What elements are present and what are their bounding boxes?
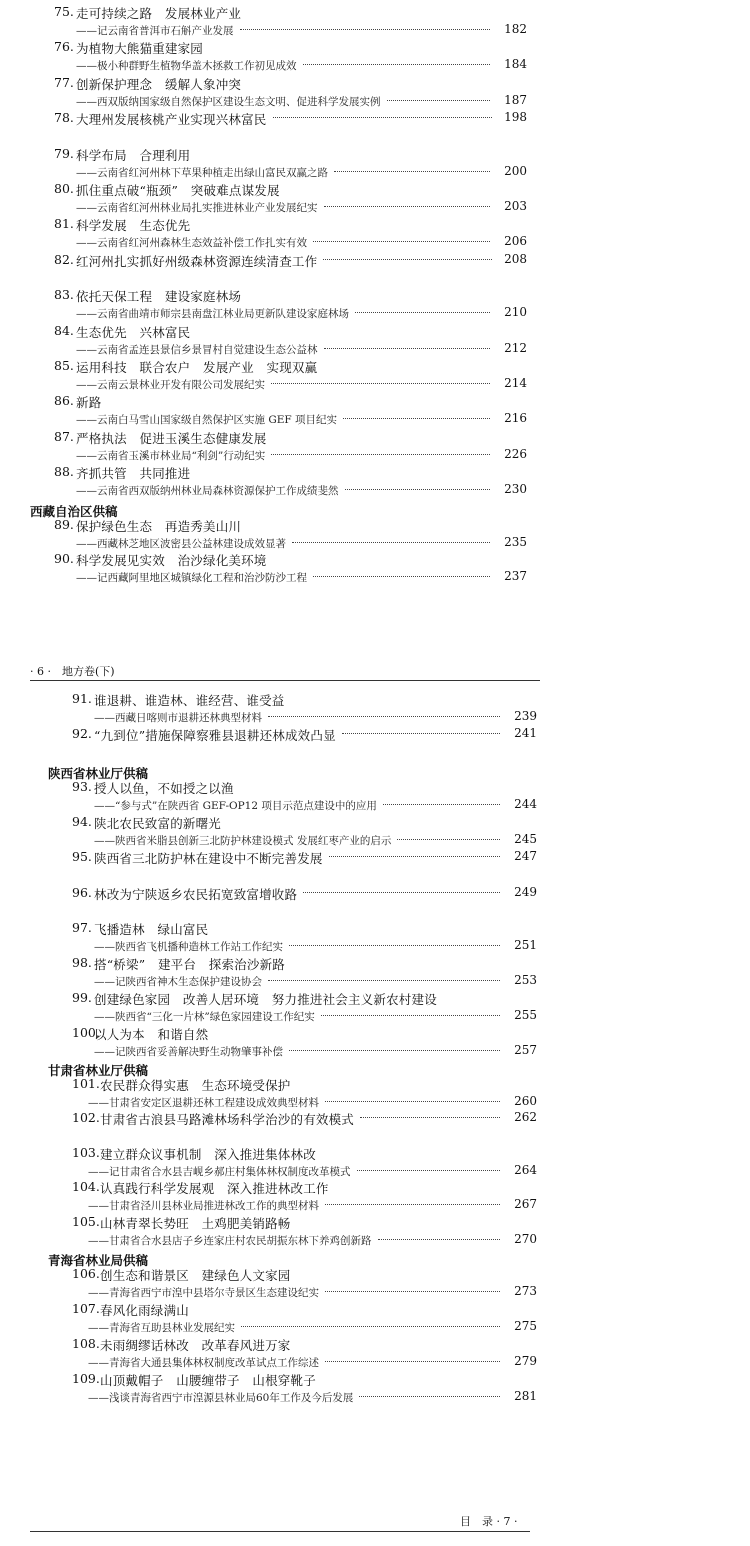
entry-page-number: 203 xyxy=(504,199,527,213)
entry-title: 山林青翠长势旺 土鸡肥美销路畅 xyxy=(100,1215,291,1231)
toc-entry-line xyxy=(0,358,750,375)
toc-entry[interactable] xyxy=(0,990,750,1026)
toc-entry[interactable] xyxy=(0,920,750,956)
entry-title: 生态优先 兴林富民 xyxy=(76,324,191,340)
toc-entry[interactable] xyxy=(0,1336,750,1372)
dot-leader xyxy=(329,856,500,857)
entry-number: 97. xyxy=(72,919,92,935)
entry-number: 80. xyxy=(54,181,74,196)
toc-entry[interactable] xyxy=(0,146,750,182)
toc-entry[interactable] xyxy=(0,1266,750,1302)
entry-number: 76. xyxy=(54,39,74,55)
toc-entry-line xyxy=(0,849,750,866)
dot-leader xyxy=(325,1204,500,1205)
entry-number: 102. xyxy=(72,1110,100,1126)
entry-number: 77. xyxy=(54,74,74,90)
entry-subtitle: ——云南云景林业开发有限公司发展纪实 xyxy=(76,379,265,391)
toc-entry-line xyxy=(0,551,750,568)
toc-entry[interactable] xyxy=(0,849,750,885)
dot-leader xyxy=(313,576,490,577)
section-heading-shaanxi: 陕西省林业厅供稿 xyxy=(48,766,149,781)
dot-leader xyxy=(268,980,500,981)
entry-subtitle: ——云南白马雪山国家级自然保护区实施 GEF 项目纪实 xyxy=(76,414,338,427)
toc-entry[interactable] xyxy=(0,885,750,921)
dot-leader xyxy=(321,1015,500,1016)
toc-entry-line xyxy=(0,1301,750,1318)
entry-title: 创新保护理念 缓解人象冲突 xyxy=(76,76,242,92)
toc-entry-line xyxy=(0,1145,750,1162)
toc-entry-line xyxy=(0,691,750,708)
entry-number: 93. xyxy=(72,779,92,794)
dot-leader xyxy=(387,100,491,101)
toc-entry-subline xyxy=(0,482,750,499)
toc-entry[interactable] xyxy=(0,1076,750,1112)
toc-entry-line xyxy=(0,4,750,21)
toc-entry[interactable] xyxy=(0,1371,750,1407)
toc-entry-line xyxy=(0,39,750,56)
toc-entry-line xyxy=(0,323,750,340)
entry-number: 81. xyxy=(54,216,74,232)
entry-page-number: 239 xyxy=(514,709,537,723)
toc-entry-subline xyxy=(0,22,750,39)
toc-page-upper xyxy=(0,0,750,610)
toc-entry-line xyxy=(0,1110,750,1127)
entry-title: 以人为本 和谐自然 xyxy=(94,1027,209,1043)
toc-entry[interactable] xyxy=(0,464,750,500)
entry-page-number: 212 xyxy=(504,340,527,355)
entry-number: 82. xyxy=(54,251,74,267)
toc-entry[interactable] xyxy=(0,39,750,75)
entry-number: 99. xyxy=(72,990,92,1006)
entry-title: 走可持续之路 发展林业产业 xyxy=(76,6,242,21)
entry-page-number: 184 xyxy=(504,57,527,72)
entry-page-number: 210 xyxy=(504,305,527,320)
entry-number: 103. xyxy=(72,1144,100,1160)
toc-entry[interactable] xyxy=(0,1145,750,1181)
entry-subtitle: ——极小种群野生植物华盖木拯救工作初见成效 xyxy=(76,60,297,73)
entry-subtitle: ——云南省西双版纳州林业局森林资源保护工作成绩斐然 xyxy=(76,485,339,498)
toc-entry-line xyxy=(0,1266,750,1283)
section-heading-qinghai: 青海省林业局供稿 xyxy=(48,1253,149,1268)
entry-number: 94. xyxy=(72,814,92,830)
entry-subtitle: ——青海省西宁市湟中县塔尔寺景区生态建设纪实 xyxy=(88,1287,319,1299)
entry-page-number: 262 xyxy=(514,1110,537,1125)
entry-page-number: 244 xyxy=(514,797,537,811)
entry-page-number: 230 xyxy=(504,482,527,497)
entry-title: 授人以鱼，不如授之以渔 xyxy=(94,781,234,796)
entry-title: 飞播造林 绿山富民 xyxy=(94,921,209,937)
entry-number: 98. xyxy=(72,955,92,970)
entry-subtitle: ——陕西省飞机播种造林工作站工作纪实 xyxy=(94,940,283,953)
dot-leader xyxy=(325,1291,500,1292)
dot-leader xyxy=(289,945,500,946)
entry-subtitle: ——云南省红河州森林生态效益补偿工作扎实有效 xyxy=(76,237,307,250)
toc-entry-line xyxy=(0,1025,750,1042)
entry-number: 106. xyxy=(72,1266,100,1281)
entry-number: 100. xyxy=(72,1025,100,1041)
toc-entry[interactable] xyxy=(0,287,750,323)
entry-title: 科学发展 生态优先 xyxy=(76,218,191,234)
toc-entry-line xyxy=(0,726,750,743)
toc-entry[interactable] xyxy=(0,110,750,146)
toc-entry-subline xyxy=(0,164,750,181)
toc-entry-subline xyxy=(0,57,750,74)
section-heading-tibet: 西藏自治区供稿 xyxy=(30,504,118,519)
entry-page-number: 279 xyxy=(514,1354,537,1368)
entry-page-number: 216 xyxy=(504,411,527,426)
dot-leader xyxy=(273,117,492,118)
toc-entry-subline xyxy=(0,234,750,251)
entry-title: 大理州发展核桃产业实现兴林富民 xyxy=(76,112,267,128)
entry-page-number: 257 xyxy=(514,1043,537,1058)
dot-leader xyxy=(240,29,491,30)
toc-entry[interactable] xyxy=(0,955,750,991)
dot-leader xyxy=(271,383,490,384)
toc-entry[interactable] xyxy=(0,691,750,727)
entry-subtitle: ——记陕西省神木生态保护建设协会 xyxy=(94,976,262,988)
toc-entry-line xyxy=(0,1214,750,1231)
toc-entry[interactable] xyxy=(0,252,750,288)
entry-number: 83. xyxy=(54,287,74,303)
entry-page-number: 200 xyxy=(504,163,527,178)
entry-page-number: 241 xyxy=(514,726,537,740)
entry-subtitle: ——西双版纳国家级自然保护区建设生态文明、促进科学发展实例 xyxy=(76,95,381,108)
entry-title: 科学布局 合理利用 xyxy=(76,147,191,163)
entry-subtitle: ——云南省玉溪市林业局“利剑”行动纪实 xyxy=(76,449,266,462)
entry-subtitle: ——云南省曲靖市师宗县南盘江林业局更新队建设家庭林场 xyxy=(76,308,349,321)
entry-title: 山顶戴帽子 山腰缠带子 山根穿靴子 xyxy=(100,1373,316,1388)
entry-number: 87. xyxy=(54,428,74,444)
entry-subtitle: ——记云南省普洱市石斛产业发展 xyxy=(76,25,234,37)
entry-subtitle: ——陕西省“三化一片林”绿色家园建设工作纪实 xyxy=(94,1011,315,1024)
entry-title: 陕西省三北防护林在建设中不断完善发展 xyxy=(94,851,323,867)
toc-entry[interactable] xyxy=(0,1301,750,1337)
entry-title: 陕北农民致富的新曙光 xyxy=(94,816,222,832)
toc-entry-subline xyxy=(0,1232,750,1249)
entry-page-number: 275 xyxy=(514,1319,537,1333)
entry-page-number: 267 xyxy=(514,1197,537,1212)
toc-entry-line xyxy=(0,287,750,304)
entry-number: 109. xyxy=(72,1371,100,1386)
toc-entry-subline xyxy=(0,1197,750,1214)
dot-leader xyxy=(360,1117,500,1118)
toc-entry-subline xyxy=(0,973,750,990)
toc-entry-subline xyxy=(0,569,750,586)
entry-subtitle: ——记陕西省妥善解决野生动物肇事补偿 xyxy=(94,1046,283,1059)
toc-entry-subline xyxy=(0,1094,750,1111)
entry-subtitle: ——青海省大通县集体林权制度改革试点工作综述 xyxy=(88,1357,319,1369)
entry-number: 75. xyxy=(54,4,74,19)
entry-title: 建立群众议事机制 深入推进集体林改 xyxy=(100,1146,316,1162)
toc-entry-subline xyxy=(0,341,750,358)
header-rule xyxy=(30,680,540,681)
toc-entry-subline xyxy=(0,1389,750,1406)
entry-subtitle: ——“参与式”在陕西省 GEF-OP12 项目示范点建设中的应用 xyxy=(94,800,377,812)
entry-number: 107. xyxy=(72,1301,100,1316)
entry-title: 林改为宁陕返乡农民拓宽致富增收路 xyxy=(94,886,298,902)
entry-subtitle: ——云南省孟连县景信乡景冒村自觉建设生态公益林 xyxy=(76,343,318,356)
entry-number: 92. xyxy=(72,726,92,741)
toc-entry-subline xyxy=(0,1008,750,1025)
entry-title: 保护绿色生态 再造秀美山川 xyxy=(76,519,242,534)
entry-number: 104. xyxy=(72,1179,100,1195)
entry-subtitle: ——浅谈青海省西宁市湟源县林业局60年工作及今后发展 xyxy=(88,1392,354,1404)
dot-leader xyxy=(378,1239,501,1240)
entry-page-number: 187 xyxy=(504,92,527,107)
toc-entry-line xyxy=(0,110,750,127)
toc-entry-line xyxy=(0,181,750,198)
toc-entry-subline xyxy=(0,709,750,726)
footer-rule xyxy=(30,1531,530,1532)
toc-entry-subline xyxy=(0,93,750,110)
toc-entry-line xyxy=(0,990,750,1007)
toc-entry[interactable] xyxy=(0,1214,750,1250)
entry-title: 为植物大熊猫重建家园 xyxy=(76,41,204,57)
toc-entry-subline xyxy=(0,1163,750,1180)
dot-leader xyxy=(343,418,490,419)
entry-number: 96. xyxy=(72,884,92,900)
toc-entry[interactable] xyxy=(0,779,750,815)
toc-entry[interactable] xyxy=(0,393,750,429)
dot-leader xyxy=(359,1396,500,1397)
toc-entry-line xyxy=(0,393,750,410)
toc-entry[interactable] xyxy=(0,216,750,252)
toc-entry[interactable] xyxy=(0,551,750,587)
entry-title: 创生态和谐景区 建绿色人文家园 xyxy=(100,1268,291,1283)
entry-number: 86. xyxy=(54,393,74,409)
entry-title: 甘肃省古浪县马路滩林场科学治沙的有效模式 xyxy=(100,1112,355,1128)
dot-leader xyxy=(383,804,500,805)
entry-page-number: 260 xyxy=(514,1094,537,1108)
entry-title: 红河州扎实抓好州级森林资源连续清查工作 xyxy=(76,253,318,269)
entry-title: 未雨绸缪话林改 改革春风进万家 xyxy=(100,1338,291,1353)
toc-entry-line xyxy=(0,779,750,796)
dot-leader xyxy=(325,1361,500,1362)
toc-entry-subline xyxy=(0,447,750,464)
toc-entry[interactable] xyxy=(0,1025,750,1061)
entry-page-number: 182 xyxy=(504,22,527,36)
entry-page-number: 251 xyxy=(514,937,537,952)
toc-entry[interactable] xyxy=(0,429,750,465)
entry-title: 谁退耕、谁造林、谁经营、谁受益 xyxy=(94,693,285,708)
toc-entry-line xyxy=(0,252,750,269)
toc-entry[interactable] xyxy=(0,1179,750,1215)
entry-page-number: 270 xyxy=(514,1231,537,1246)
entry-subtitle: ——云南省红河州林业局扎实推进林业产业发展纪实 xyxy=(76,202,318,214)
toc-entry-subline xyxy=(0,797,750,814)
toc-entry-line xyxy=(0,920,750,937)
toc-entry-line xyxy=(0,216,750,233)
toc-entry-subline xyxy=(0,535,750,552)
toc-entry-subline xyxy=(0,832,750,849)
entry-subtitle: ——云南省红河州林下草果种植走出绿山富民双赢之路 xyxy=(76,166,328,179)
dot-leader xyxy=(292,542,490,543)
entry-number: 90. xyxy=(54,551,74,566)
entry-title: 科学发展见实效 治沙绿化美环境 xyxy=(76,553,267,568)
toc-entry-line xyxy=(0,1336,750,1353)
toc-entry[interactable] xyxy=(0,517,750,553)
toc-entry-line xyxy=(0,75,750,92)
entry-page-number: 247 xyxy=(514,849,537,864)
entry-page-number: 273 xyxy=(514,1284,537,1298)
entry-number: 78. xyxy=(54,110,74,126)
toc-entry-line xyxy=(0,517,750,534)
toc-entry-line xyxy=(0,885,750,902)
entry-page-number: 245 xyxy=(514,832,537,847)
entry-page-number: 208 xyxy=(504,251,527,266)
entry-page-number: 264 xyxy=(514,1162,537,1177)
section-heading-gansu: 甘肃省林业厅供稿 xyxy=(48,1063,149,1078)
entry-number: 108. xyxy=(72,1336,100,1351)
entry-title: 搭“桥梁” 建平台 探索治沙新路 xyxy=(94,957,285,972)
dot-leader xyxy=(325,1101,500,1102)
toc-entry-line xyxy=(0,814,750,831)
dot-leader xyxy=(334,171,490,172)
toc-entry[interactable] xyxy=(0,726,750,762)
toc-entry[interactable] xyxy=(0,323,750,359)
entry-title: 依托天保工程 建设家庭林场 xyxy=(76,289,242,305)
toc-entry-line xyxy=(0,1371,750,1388)
dot-leader xyxy=(342,733,500,734)
entry-subtitle: ——西藏日喀则市退耕还林典型材料 xyxy=(94,712,262,724)
entry-page-number: 235 xyxy=(504,535,527,549)
entry-subtitle: ——甘肃省合水县店子乡连家庄村农民胡振东林下养鸡创新路 xyxy=(88,1234,372,1247)
entry-subtitle: ——记甘肃省合水县吉岘乡郝庄村集体林权制度改革模式 xyxy=(88,1165,351,1178)
entry-title: 春风化雨绿满山 xyxy=(100,1303,189,1318)
entry-page-number: 206 xyxy=(504,234,527,249)
entry-page-number: 237 xyxy=(504,569,527,583)
entry-title: 新路 xyxy=(76,395,102,411)
dot-leader xyxy=(268,716,500,717)
dot-leader xyxy=(303,64,491,65)
entry-title: 认真践行科学发展观 深入推进林改工作 xyxy=(100,1181,329,1197)
dot-leader xyxy=(355,312,490,313)
entry-title: 运用科技 联合农户 发展产业 实现双赢 xyxy=(76,360,318,375)
toc-entry-line xyxy=(0,955,750,972)
toc-entry-subline xyxy=(0,305,750,322)
dot-leader xyxy=(241,1326,500,1327)
toc-entry[interactable] xyxy=(0,358,750,394)
entry-title: “九到位”措施保障察雅县退耕还林成效凸显 xyxy=(94,728,336,743)
toc-entry-line xyxy=(0,429,750,446)
entry-page-number: 214 xyxy=(504,376,527,390)
entry-subtitle: ——甘肃省安定区退耕还林工程建设成效典型材料 xyxy=(88,1097,319,1109)
entry-subtitle: ——青海省互助县林业发展纪实 xyxy=(88,1322,235,1334)
entry-title: 严格执法 促进玉溪生态健康发展 xyxy=(76,430,267,446)
toc-entry-line xyxy=(0,1179,750,1196)
entry-number: 85. xyxy=(54,358,74,373)
entry-number: 79. xyxy=(54,145,74,161)
toc-entry-subline xyxy=(0,411,750,428)
page-header: · 6 · 地方卷(下) xyxy=(30,665,115,678)
toc-entry-subline xyxy=(0,1043,750,1060)
entry-subtitle: ——记西藏阿里地区城镇绿化工程和治沙防沙工程 xyxy=(76,572,307,584)
toc-entry[interactable] xyxy=(0,814,750,850)
entry-page-number: 198 xyxy=(504,110,527,125)
dot-leader xyxy=(345,489,491,490)
toc-entry[interactable] xyxy=(0,1110,750,1146)
entry-title: 创建绿色家园 改善人居环境 努力推进社会主义新农村建设 xyxy=(94,992,437,1008)
page-footer: 目 录 · 7 · xyxy=(460,1515,518,1528)
entry-subtitle: ——西藏林芝地区波密县公益林建设成效显著 xyxy=(76,538,286,550)
dot-leader xyxy=(313,241,490,242)
dot-leader xyxy=(323,259,492,260)
entry-page-number: 249 xyxy=(514,884,537,899)
entry-number: 101. xyxy=(72,1076,100,1091)
toc-page-lower xyxy=(0,655,750,1546)
toc-entry-subline xyxy=(0,376,750,393)
dot-leader xyxy=(397,839,500,840)
dot-leader xyxy=(303,892,500,893)
entry-page-number: 253 xyxy=(514,973,537,987)
entry-page-number: 226 xyxy=(504,446,527,461)
toc-entry-subline xyxy=(0,1284,750,1301)
entry-subtitle: ——甘肃省泾川县林业局推进林改工作的典型材料 xyxy=(88,1200,319,1213)
toc-entry-line xyxy=(0,146,750,163)
toc-entry-subline xyxy=(0,199,750,216)
entry-title: 农民群众得实惠 生态环境受保护 xyxy=(100,1078,291,1093)
entry-number: 95. xyxy=(72,849,92,865)
toc-entry-line xyxy=(0,1076,750,1093)
dot-leader xyxy=(324,348,491,349)
toc-entry[interactable] xyxy=(0,181,750,217)
dot-leader xyxy=(271,454,490,455)
entry-number: 88. xyxy=(54,464,74,480)
entry-number: 84. xyxy=(54,322,74,338)
toc-entry-line xyxy=(0,464,750,481)
toc-entry-subline xyxy=(0,938,750,955)
entry-title: 抓住重点破“瓶颈” 突破难点谋发展 xyxy=(76,183,280,198)
entry-subtitle: ——陕西省米脂县创新三北防护林建设模式 发展红枣产业的启示 xyxy=(94,835,392,848)
dot-leader xyxy=(324,206,491,207)
entry-title: 齐抓共管 共同推进 xyxy=(76,466,191,482)
entry-number: 91. xyxy=(72,691,92,706)
toc-entry-subline xyxy=(0,1354,750,1371)
dot-leader xyxy=(289,1050,500,1051)
toc-entry[interactable] xyxy=(0,4,750,40)
entry-page-number: 255 xyxy=(514,1008,537,1023)
entry-page-number: 281 xyxy=(514,1389,537,1403)
dot-leader xyxy=(357,1170,501,1171)
toc-entry[interactable] xyxy=(0,75,750,111)
entry-number: 89. xyxy=(54,517,74,532)
entry-number: 105. xyxy=(72,1213,100,1229)
toc-entry-subline xyxy=(0,1319,750,1336)
